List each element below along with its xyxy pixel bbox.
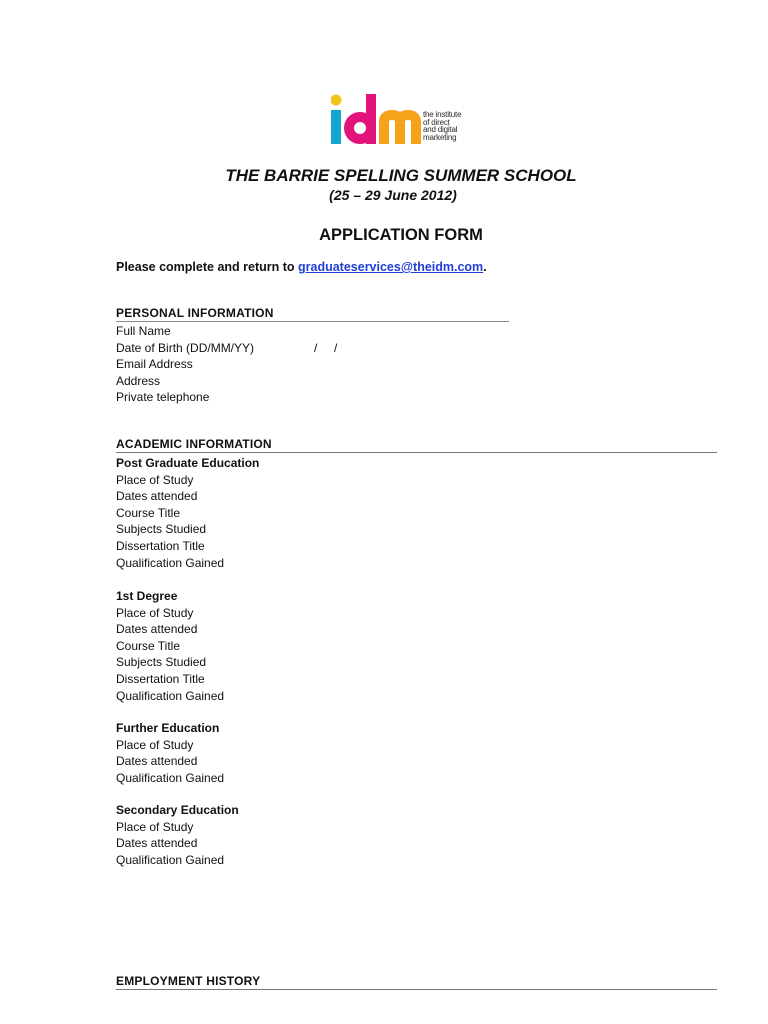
address-label: Address <box>116 373 161 388</box>
first-degree-place-label: Place of Study <box>116 605 194 620</box>
secondary-education-heading: Secondary Education <box>116 803 239 817</box>
postgrad-fields <box>116 455 259 571</box>
logo-m <box>384 115 416 144</box>
instruction-period: . <box>483 260 487 274</box>
email-link[interactable]: graduateservices@theidm.com <box>298 260 484 274</box>
private-telephone-label: Private telephone <box>116 390 210 405</box>
further-dates-label: Dates attended <box>116 754 198 769</box>
postgrad-dissertation-label: Dissertation Title <box>116 538 205 553</box>
secondary-qualification-label: Qualification Gained <box>116 852 225 867</box>
logo-i-dot <box>331 95 342 106</box>
dob-separators: / / <box>314 340 338 355</box>
first-degree-subjects-label: Subjects Studied <box>116 655 207 670</box>
idm-logo <box>331 92 481 148</box>
tagline-line-1: the institute <box>423 110 462 119</box>
tagline-line-2: of direct <box>423 117 450 127</box>
dob-label: Date of Birth (DD/MM/YY) <box>116 340 255 355</box>
further-place-label: Place of Study <box>116 737 194 752</box>
email-address-label: Email Address <box>116 357 193 372</box>
logo-i-stem <box>331 110 341 144</box>
instruction-text: Please complete and return to <box>116 260 298 274</box>
form-title: APPLICATION FORM <box>319 226 483 244</box>
tagline-line-3: and digital <box>423 125 458 134</box>
school-title: THE BARRIE SPELLING SUMMER SCHOOL <box>225 166 577 185</box>
personal-information-rule <box>116 321 509 322</box>
postgrad-dates-label: Dates attended <box>116 489 198 504</box>
logo-d-stem <box>366 94 376 144</box>
academic-information-rule <box>116 452 717 453</box>
tagline-line-4: marketing <box>423 132 457 142</box>
return-instruction <box>116 260 487 274</box>
idm-logo-mark <box>331 92 423 148</box>
postgrad-qualification-label: Qualification Gained <box>116 555 225 570</box>
logo-tagline <box>423 111 481 141</box>
postgrad-place-label: Place of Study <box>116 472 194 487</box>
first-degree-course-label: Course Title <box>116 638 181 653</box>
first-degree-dates-label: Dates attended <box>116 622 198 637</box>
dob-row <box>116 340 338 357</box>
secondary-place-label: Place of Study <box>116 819 194 834</box>
postgrad-course-label: Course Title <box>116 505 181 520</box>
first-degree-fields <box>116 588 224 704</box>
school-dates: (25 – 29 June 2012) <box>329 187 457 203</box>
first-degree-dissertation-label: Dissertation Title <box>116 671 205 686</box>
secondary-education-fields <box>116 802 239 868</box>
secondary-dates-label: Dates attended <box>116 836 198 851</box>
first-degree-qualification-label: Qualification Gained <box>116 688 225 703</box>
full-name-label: Full Name <box>116 324 171 338</box>
postgrad-heading: Post Graduate Education <box>116 456 260 470</box>
further-education-fields <box>116 720 224 786</box>
further-education-heading: Further Education <box>116 721 220 735</box>
employment-history-rule <box>116 989 717 990</box>
academic-information-heading: ACADEMIC INFORMATION <box>116 437 272 451</box>
further-qualification-label: Qualification Gained <box>116 770 225 785</box>
personal-fields <box>116 323 338 406</box>
first-degree-heading: 1st Degree <box>116 589 178 603</box>
employment-history-heading: EMPLOYMENT HISTORY <box>116 974 261 988</box>
personal-information-heading: PERSONAL INFORMATION <box>116 306 274 320</box>
postgrad-subjects-label: Subjects Studied <box>116 522 207 537</box>
